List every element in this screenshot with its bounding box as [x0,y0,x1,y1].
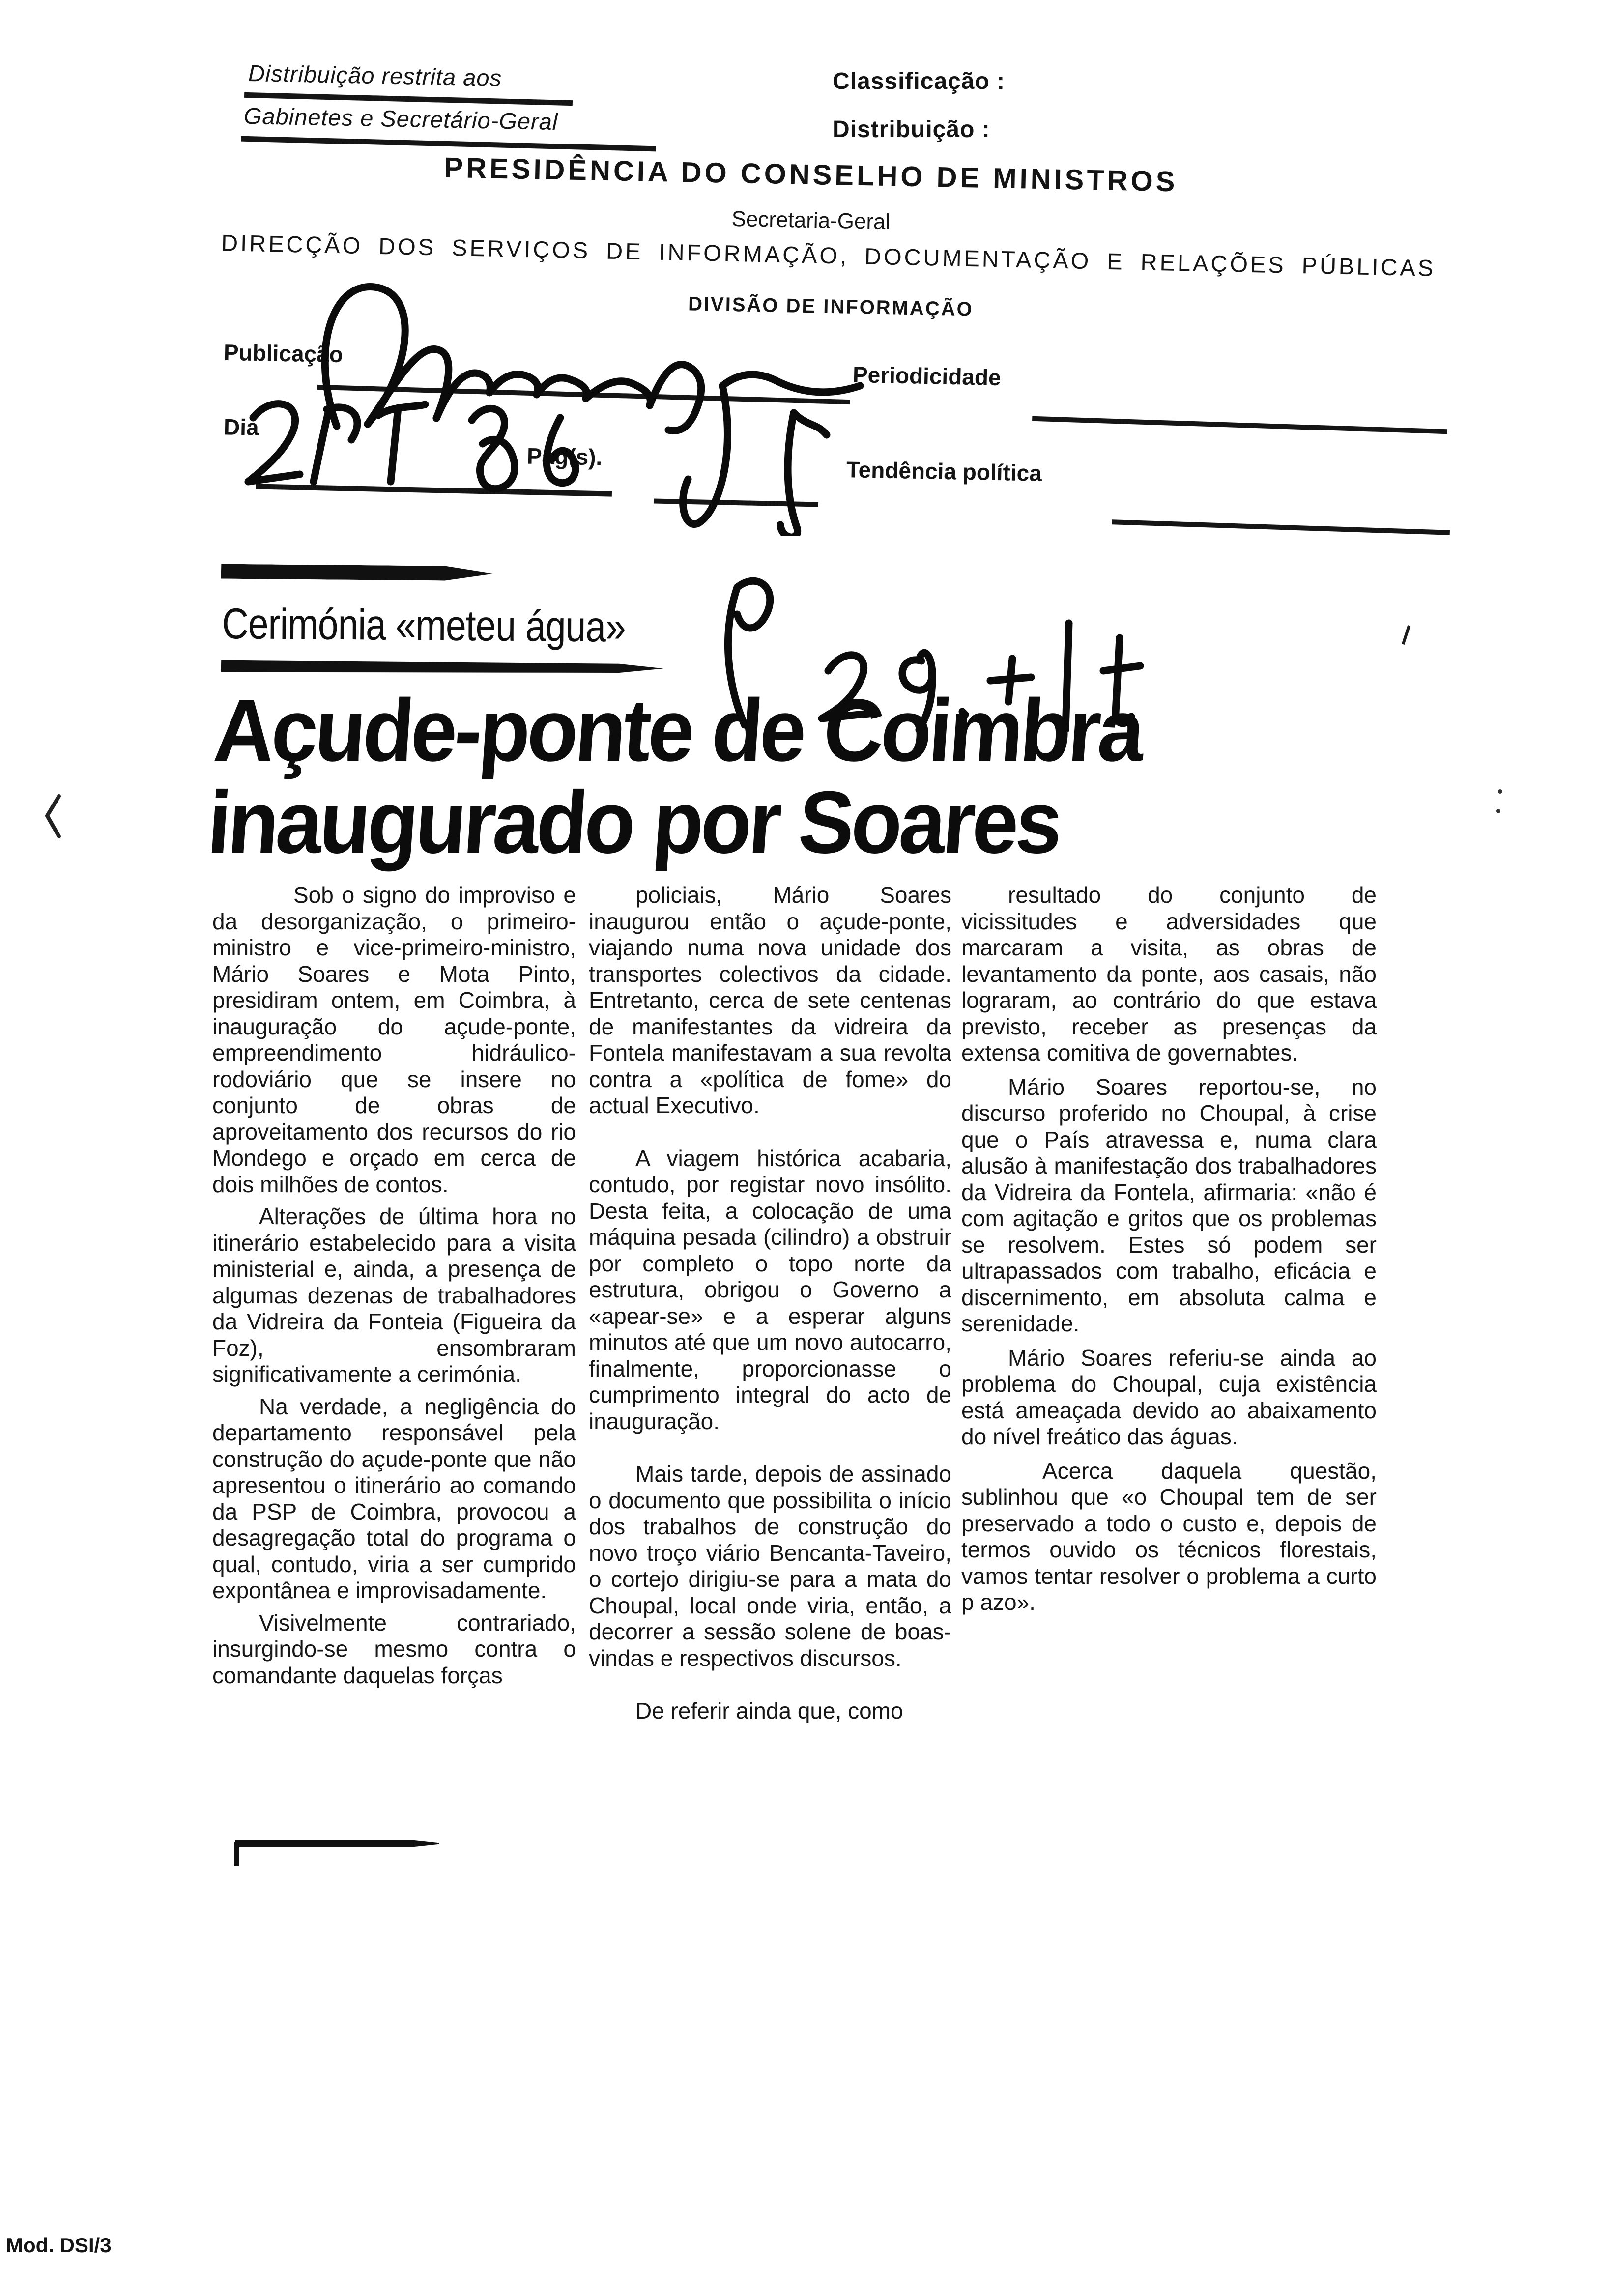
article-column-3 [961,882,1377,1624]
kicker-underline-bar [221,660,663,675]
headline-line2: inaugurado por Soares [204,772,1063,872]
article-paragraph: Visivelmente contrariado, insurgindo-se mesmo contra o comandante daquelas forças [212,1609,576,1688]
article-column-1 [212,882,576,1689]
article-paragraph: Na verdade, a negligência do departamento responsável pela construção do açude-ponte que não apresentou o itinerário ao comando da PSP de Coimbra, provocou a desagregação total do programa o qual, contudo, viria a ser cumprido expontânea e improvisadamente. [212,1393,576,1603]
article-paragraph: policiais, Mário Soares inaugurou então o açude-ponte, viajando numa nova unidade dos transportes colectivos da cidade. Entretanto, cerca de sete centenas de manifestantes da vidreira da Fontela manifestavam a sua revolta contra a «política de fome» do actual Executivo. [589,882,951,1118]
pages-field-label: Pág(s). [526,443,603,470]
article-bottom-rule [235,1840,439,1847]
article-paragraph: Sob o signo do improviso e da desorganização, o primeiro-ministro e vice-primeiro-ministro, Mário Soares e Mota Pinto, presidiram ontem, em Coimbra, à inauguração do açude-ponte, empreendimento hidráulico-rodoviário que se insere no conjunto de obras de aproveitamento dos recursos do rio Mondego e orçado em cerca de dois milhões de contos. [212,882,576,1197]
periodicity-field-label: Periodicidade [852,361,1002,391]
handwritten-pages-stroke [752,408,840,536]
publication-field-label: Publicação [223,339,344,368]
political-trend-field-label: Tendência política [846,457,1042,486]
restricted-distribution-line2: Gabinetes e Secretário-Geral [243,102,558,135]
article-paragraph: Alterações de última hora no itinerário estabelecido para a visita ministerial e, ainda, a presença de algumas dezenas de trabalhadores da Vidreira da Fonteia (Figueira da Foz), ensombraram significativamente a cerimónia. [212,1204,576,1387]
distribution-label: Distribuição : [833,116,990,143]
article-paragraph: Mário Soares reportou-se, no discurso proferido no Choupal, à crise que o País atravessa e, numa clara alusão à manifestação dos trabalhadores da Vidreira da Fontela, afirmaria: «não é com agitação e gritos que os problemas se resolvem. Estes só podem ser ultrapassados com trabalho, eficácia e discernimento, em absoluta calma e serenidade. [961,1074,1377,1336]
handwritten-margin-note [703,565,1155,732]
kicker-top-bar [221,564,494,581]
classification-label: Classificação : [833,68,1006,94]
handwritten-day-value [223,381,629,504]
scan-artifact-dot [1496,809,1500,813]
article-paragraph: A viagem histórica acabaria, contudo, por registar novo insólito. Desta feita, a colocação de uma máquina pesada (cilindro) a obstruir por completo o topo norte da estrutura, obrigou o Governo a «apear-se» e a esperar alguns minutos até que um novo autocarro, finalmente, proporcionasse o cumprimento integral do acto de inauguração. [589,1145,951,1434]
org-subtitle-secretaria-geral: Secretaria-Geral [731,206,891,234]
article-bottom-rule-tick [234,1842,239,1866]
org-direccao-servicos: DIRECÇÃO DOS SERVIÇOS DE INFORMAÇÃO, DOCUMENTAÇÃO E RELAÇÕES PÚBLICAS [221,230,1436,281]
form-model-reference: Mod. DSI/3 [6,2234,112,2257]
article-paragraph: De referir ainda que, como [635,1698,903,1723]
article-paragraph: Acerca daquela questão, sublinhou que «o Choupal tem de ser preservado a todo o custo e, depois de termos ouvido os técnicos florestais, vamos tentar resolver o problema a curto p azo». [961,1458,1377,1615]
headline-line1: Açude-ponte de Coimbra [211,680,1145,780]
article-paragraph: Mais tarde, depois de assinado o documento que possibilita o início dos trabalhos de construção do novo troço viário Bencanta-Taveiro, o cortejo dirigiu-se para a mata do Choupal, local onde viria, então, a decorrer a sessão solene de boas-vindas e respectivos discursos. [589,1461,951,1671]
political-trend-blank-line [1112,519,1450,535]
scan-artifact-tick [1402,625,1410,645]
article-kicker: Cerimónia «meteu água» [222,599,626,651]
scan-artifact-dot [1498,789,1502,794]
article-paragraph: Mário Soares referiu-se ainda ao problema do Choupal, cuja existência está ameaçada devido ao abaixamento do nível freático das águas. [961,1345,1377,1449]
article-column-2 [589,882,951,1751]
article-paragraph: resultado do conjunto de vicissitudes e adversidades que marcaram a visita, as obras de levantamento da ponte, aos casais, não lograram, ao contrário do que estava previsto, receber as presenças da extensa comitiva de governabtes. [961,882,1377,1065]
org-divisao-informacao: DIVISÃO DE INFORMAÇÃO [688,293,974,320]
day-field-label: Dia [223,414,259,440]
restricted-distribution-line1: Distribuição restrita aos [248,60,502,91]
periodicity-blank-line [1032,416,1447,434]
org-title-presidencia: PRESIDÊNCIA DO CONSELHO DE MINISTROS [443,151,1179,198]
scan-artifact-angle-mark [42,794,67,838]
